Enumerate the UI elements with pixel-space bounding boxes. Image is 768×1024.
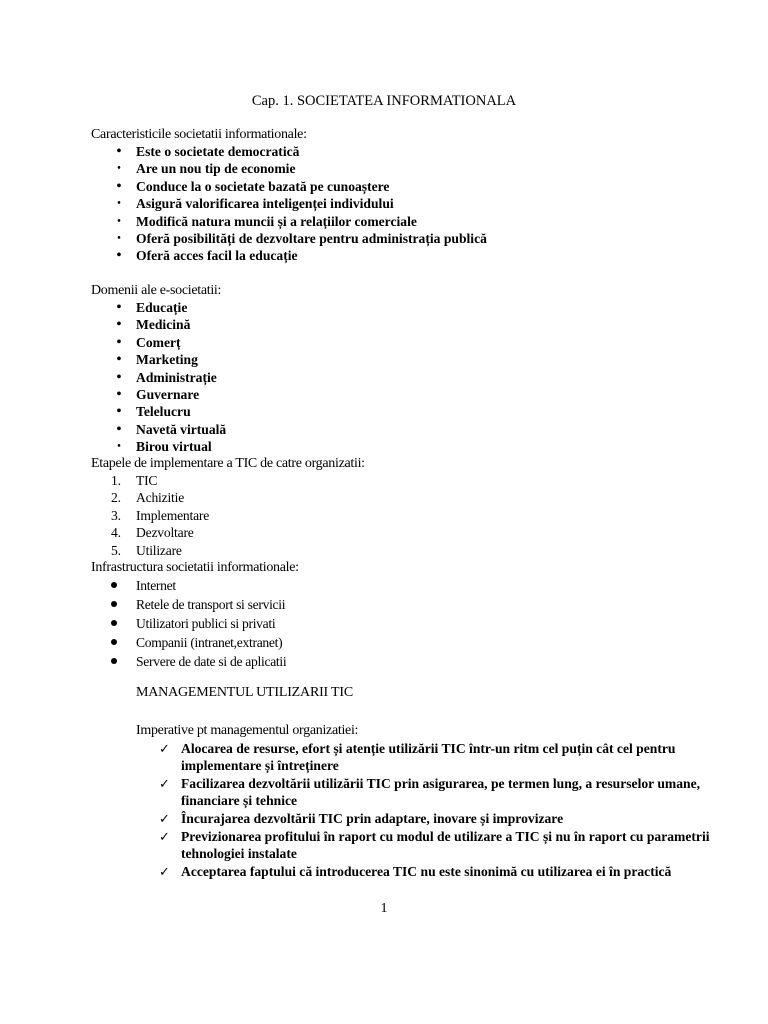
list-item: 2. Achizitie xyxy=(111,490,185,506)
checkmark-icon: ✓ xyxy=(159,864,170,879)
domains-intro: Domenii ale e-societatii: xyxy=(91,283,222,298)
bullet-icon xyxy=(111,620,117,626)
list-item: • Educație xyxy=(136,299,226,316)
bullet-icon: • xyxy=(116,248,122,264)
infrastructure-intro: Infrastructura societatii informationale: xyxy=(91,560,299,575)
bullet-icon: • xyxy=(116,144,122,159)
list-item: 5. Utilizare xyxy=(111,542,182,558)
bullet-icon: • xyxy=(117,198,121,210)
list-item: • Telelucru xyxy=(136,403,226,420)
list-item: Servere de date si de aplicatii xyxy=(136,652,286,671)
page-title: Cap. 1. SOCIETATEA INFORMATIONALA xyxy=(251,93,517,109)
list-item: Internet xyxy=(136,576,286,595)
bullet-icon xyxy=(111,582,117,588)
stages-intro: Etapele de implementare a TIC de catre organizatii: xyxy=(91,456,365,471)
infrastructure-list xyxy=(136,576,286,671)
list-item: • Birou virtual xyxy=(136,438,226,455)
list-item: • Este o societate democratică xyxy=(136,143,487,160)
checkmark-icon: ✓ xyxy=(159,741,170,756)
checkmark-icon: ✓ xyxy=(159,829,170,844)
bullet-icon: • xyxy=(116,369,122,385)
list-item: • Are un nou tip de economie xyxy=(136,160,487,177)
list-item: • Marketing xyxy=(136,351,226,368)
bullet-icon: • xyxy=(116,352,122,368)
bullet-icon: • xyxy=(116,334,122,350)
characteristics-intro: Caracteristicile societatii informationale: xyxy=(91,127,307,142)
list-item: • Conduce la o societate bazată pe cunoaștere xyxy=(136,178,487,195)
page-number: 1 xyxy=(380,901,388,916)
bullet-icon: • xyxy=(116,387,122,403)
bullet-icon: • xyxy=(117,233,121,245)
list-item: 3. Implementare xyxy=(111,507,210,523)
bullet-icon: • xyxy=(116,178,122,194)
list-item: 1. TIC xyxy=(111,473,158,488)
checkmark-icon: ✓ xyxy=(159,811,170,826)
bullet-icon: • xyxy=(116,421,122,437)
bullet-icon: • xyxy=(117,441,121,453)
management-intro: Imperative pt managementul organizatiei: xyxy=(136,723,359,738)
bullet-icon: • xyxy=(116,404,122,420)
list-item: ✓ Alocarea de resurse, efort și atenție utilizării TIC într-un ritm cel puțin cât cel pentru implementare și întreținere xyxy=(159,741,676,773)
bullet-icon: • xyxy=(116,317,122,333)
list-item: ✓ Previzionarea profitului în raport cu modul de utilizare a TIC și nu în raport cu parametrii tehnologiei instalate xyxy=(159,829,710,861)
bullet-icon xyxy=(111,601,117,607)
management-list xyxy=(159,740,721,881)
list-item: • Asigură valorificarea inteligenței individului xyxy=(136,195,487,212)
list-item: Companii (intranet,extranet) xyxy=(136,633,286,652)
bullet-icon: • xyxy=(117,215,121,227)
list-item: • Medicină xyxy=(136,316,226,333)
list-item: • Navetă virtuală xyxy=(136,421,226,438)
list-item: Utilizatori publici si privati xyxy=(136,614,286,633)
checkmark-icon: ✓ xyxy=(159,776,170,791)
list-item: • Guvernare xyxy=(136,386,226,403)
list-item: ✓ Acceptarea faptului că introducerea TIC nu este sinonimă cu utilizarea ei în practică xyxy=(159,864,672,879)
list-item: • Administrație xyxy=(136,369,226,386)
bullet-icon xyxy=(111,658,117,664)
list-item: • Comerț xyxy=(136,334,226,351)
bullet-icon: • xyxy=(116,300,122,315)
bullet-icon xyxy=(111,639,117,645)
stages-list xyxy=(111,472,210,559)
list-item: ✓ Încurajarea dezvoltării TIC prin adaptare, inovare și improvizare xyxy=(159,811,564,826)
list-item: • Oferă acces facil la educație xyxy=(136,247,487,264)
domains-list xyxy=(116,299,227,456)
list-item: Retele de transport si servicii xyxy=(136,595,286,614)
section-heading: MANAGEMENTUL UTILIZARII TIC xyxy=(136,685,354,700)
characteristics-list xyxy=(116,143,487,265)
list-item: ✓ Facilizarea dezvoltării utilizării TIC prin asigurarea, pe termen lung, a resurselor umane, financiare și tehnice xyxy=(159,776,701,808)
list-item: • Oferă posibilități de dezvoltare pentru administrația publică xyxy=(136,230,487,247)
bullet-icon: • xyxy=(117,163,121,175)
list-item: 4. Dezvoltare xyxy=(111,525,194,541)
list-item: • Modifică natura muncii și a relațiilor comerciale xyxy=(136,213,487,230)
